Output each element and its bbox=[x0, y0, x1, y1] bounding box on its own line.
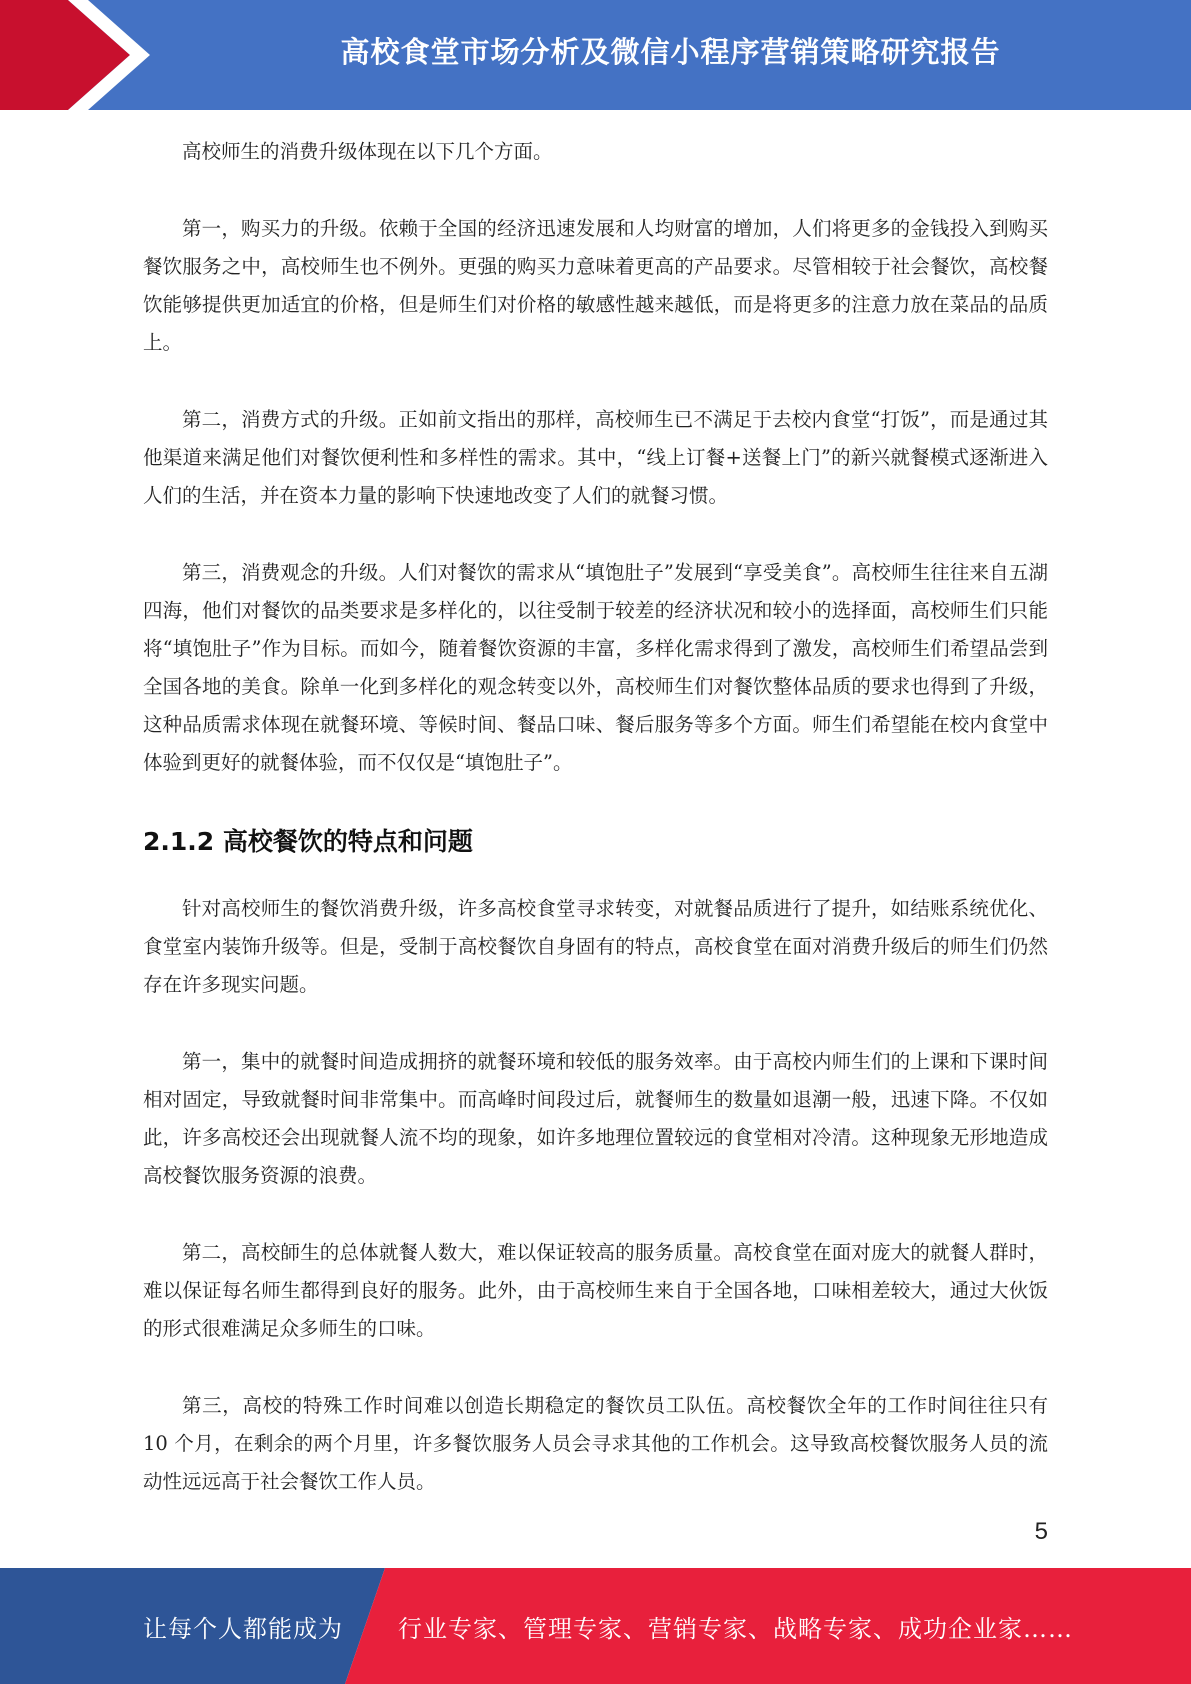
intro-paragraph: 高校师生的消费升级体现在以下几个方面。 bbox=[182, 140, 553, 163]
paragraph-section-intro: 针对高校师生的餐饮消费升级，许多高校食堂寻求转变，对就餐品质进行了提升，如结账系统优化、食堂室内装饰升级等。但是，受制于高校餐饮自身固有的特点，高校食堂在面对消费升级后的师生们仍然存在许多现实问题。 bbox=[143, 897, 1048, 996]
report-title: 高校食堂市场分析及微信小程序营销策略研究报告 bbox=[340, 35, 1001, 69]
paragraph-service-quality: 第二，高校師生的总体就餐人数大，难以保证较高的服务质量。高校食堂在面对庞大的就餐人群时，难以保证每名师生都得到良好的服务。此外，由于高校师生来自于全国各地，口味相差较大，通过大伙饭的形式很难满足众多师生的口味。 bbox=[143, 1241, 1048, 1340]
header-chevron-icon bbox=[0, 0, 160, 110]
section-heading: 2.1.2 高校餐饮的特点和问题 bbox=[143, 827, 473, 856]
footer-slogan-right: 行业专家、管理专家、营销专家、战略专家、成功企业家…… bbox=[398, 1615, 1073, 1643]
paragraph-purchasing-power: 第一，购买力的升级。依赖于全国的经济迅速发展和人均财富的增加，人们将更多的金钱投入到购买餐饮服务之中，高校师生也不例外。更强的购买力意味着更高的产品要求。尽管相较于社会餐饮，高校餐饮能够提供更加适宜的价格，但是师生们对价格的敏感性越来越低，而是将更多的注意力放在菜品的品质上。 bbox=[143, 217, 1048, 354]
document-body bbox=[143, 133, 1048, 1501]
paragraph-consumption-mode: 第二，消费方式的升级。正如前文指出的那样，高校师生已不满足于去校内食堂“打饭”，而是通过其他渠道来满足他们对餐饮便利性和多样性的需求。其中，“线上订餐+送餐上门”的新兴就餐模式逐渐进入人们的生活，并在资本力量的影响下快速地改变了人们的就餐习惯。 bbox=[143, 408, 1048, 507]
footer-slogan-left: 让每个人都能成为 bbox=[143, 1615, 343, 1643]
page-number: 5 bbox=[1034, 1518, 1048, 1545]
paragraph-dining-time: 第一，集中的就餐时间造成拥挤的就餐环境和较低的服务效率。由于高校内师生们的上课和下课时间相对固定，导致就餐时间非常集中。而高峰时间段过后，就餐师生的数量如退潮一般，迅速下降。不仅如此，许多高校还会出现就餐人流不均的现象，如许多地理位置较远的食堂相对冷清。这种现象无形地造成高校餐饮服务资源的浪费。 bbox=[143, 1050, 1048, 1187]
footer-banner bbox=[0, 1568, 1191, 1684]
paragraph-staff-stability: 第三，高校的特殊工作时间难以创造长期稳定的餐饮员工队伍。高校餐饮全年的工作时间往往只有 10 个月，在剩余的两个月里，许多餐饮服务人员会寻求其他的工作机会。这导致高校餐饮服务人员的流动性远远高于社会餐饮工作人员。 bbox=[143, 1394, 1048, 1493]
paragraph-consumption-concept: 第三，消费观念的升级。人们对餐饮的需求从“填饱肚子”发展到“享受美食”。高校师生往往来自五湖四海，他们对餐饮的品类要求是多样化的，以往受制于较差的经济状况和较小的选择面，高校师生们只能将“填饱肚子”作为目标。而如今，随着餐饮资源的丰富，多样化需求得到了激发，高校师生们希望品尝到全国各地的美食。除单一化到多样化的观念转变以外，高校师生们对餐饮整体品质的要求也得到了升级，这种品质需求体现在就餐环境、等候时间、餐品口味、餐后服务等多个方面。师生们希望能在校内食堂中体验到更好的就餐体验，而不仅仅是“填饱肚子”。 bbox=[143, 561, 1048, 774]
